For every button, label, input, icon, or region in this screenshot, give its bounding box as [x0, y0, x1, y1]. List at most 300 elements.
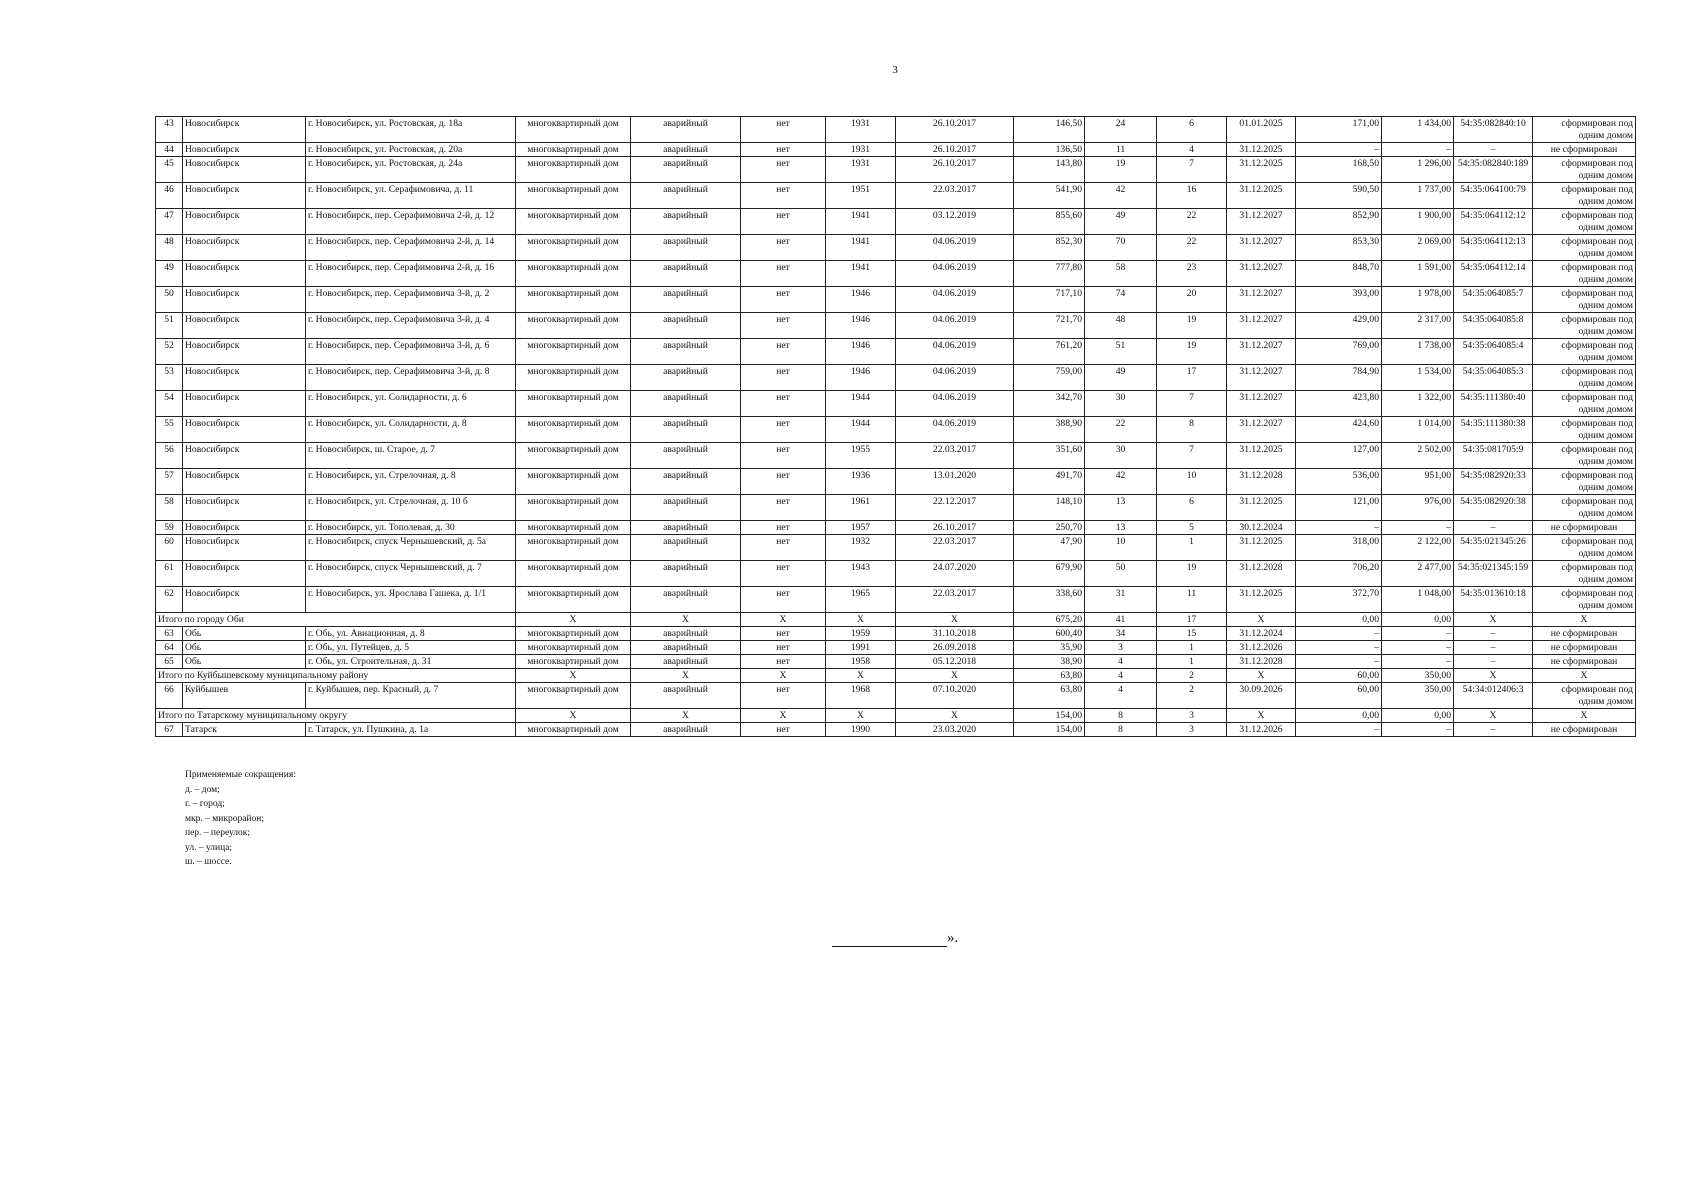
land-area-cell: 121,00 — [1296, 495, 1382, 521]
cadastral-area-cell: 1 434,00 — [1382, 117, 1454, 143]
year-cell: 1944 — [826, 417, 896, 443]
year-cell: 1941 — [826, 261, 896, 287]
house-type-cell: многоквартирный дом — [516, 209, 631, 235]
address-cell: г. Новосибирск, ул. Солидарности, д. 6 — [306, 391, 516, 417]
cadastral-number-cell: 54:35:111380:38 — [1454, 417, 1533, 443]
flag-cell: нет — [741, 157, 826, 183]
house-type-cell: многоквартирный дом — [516, 313, 631, 339]
land-area-cell: – — [1296, 723, 1382, 737]
address-cell: г. Новосибирск, пер. Серафимовича 3-й, д. 8 — [306, 365, 516, 391]
house-type-cell: многоквартирный дом — [516, 683, 631, 709]
cadastral-number-cell: 54:35:082920:33 — [1454, 469, 1533, 495]
year-cell: 1944 — [826, 391, 896, 417]
area-cell: 679,90 — [1014, 561, 1085, 587]
premises-cell: 10 — [1157, 469, 1227, 495]
premises-cell: 23 — [1157, 261, 1227, 287]
address-cell: г. Новосибирск, ул. Ростовская, д. 18а — [306, 117, 516, 143]
city-cell: Новосибирск — [183, 495, 306, 521]
land-area-cell: – — [1296, 521, 1382, 535]
land-status-cell: не сформирован — [1533, 521, 1636, 535]
premises-cell: 1 — [1157, 641, 1227, 655]
land-status-cell: сформирован под одним домом — [1533, 183, 1636, 209]
area-cell: 721,70 — [1014, 313, 1085, 339]
residents-cell: 34 — [1085, 627, 1157, 641]
residents-cell: 74 — [1085, 287, 1157, 313]
deadline-cell: 31.12.2027 — [1227, 391, 1296, 417]
date-cell: 22.03.2017 — [896, 443, 1014, 469]
date-cell: X — [896, 613, 1014, 627]
abbreviation-item: ул. – улица; — [185, 842, 233, 853]
area-cell: 342,70 — [1014, 391, 1085, 417]
cadastral-number-cell: 54:35:082920:38 — [1454, 495, 1533, 521]
cadastral-area-cell: 0,00 — [1382, 613, 1454, 627]
city-cell: Новосибирск — [183, 261, 306, 287]
land-area-cell: – — [1296, 655, 1382, 669]
table-row — [156, 209, 1636, 235]
area-cell: 148,10 — [1014, 495, 1085, 521]
year-cell: 1931 — [826, 143, 896, 157]
residents-cell: 49 — [1085, 365, 1157, 391]
city-cell: Обь — [183, 641, 306, 655]
cadastral-area-cell: – — [1382, 641, 1454, 655]
row-number-cell: 55 — [156, 417, 183, 443]
cadastral-area-cell: 1 048,00 — [1382, 587, 1454, 613]
year-cell: X — [826, 613, 896, 627]
cadastral-area-cell: 1 978,00 — [1382, 287, 1454, 313]
city-cell: Новосибирск — [183, 587, 306, 613]
residents-cell: 49 — [1085, 209, 1157, 235]
flag-cell: нет — [741, 641, 826, 655]
address-cell: г. Новосибирск, пер. Серафимовича 3-й, д. 2 — [306, 287, 516, 313]
residents-cell: 48 — [1085, 313, 1157, 339]
house-type-cell: многоквартирный дом — [516, 469, 631, 495]
flag-cell: нет — [741, 495, 826, 521]
deadline-cell: 31.12.2028 — [1227, 469, 1296, 495]
premises-cell: 11 — [1157, 587, 1227, 613]
year-cell: 1946 — [826, 339, 896, 365]
cadastral-area-cell: 1 014,00 — [1382, 417, 1454, 443]
house-type-cell: многоквартирный дом — [516, 339, 631, 365]
flag-cell: нет — [741, 339, 826, 365]
date-cell: 26.10.2017 — [896, 143, 1014, 157]
cadastral-number-cell: 54:35:064085:8 — [1454, 313, 1533, 339]
date-cell: 22.03.2017 — [896, 535, 1014, 561]
land-area-cell: 706,20 — [1296, 561, 1382, 587]
deadline-cell: X — [1227, 669, 1296, 683]
address-cell: г. Куйбышев, пер. Красный, д. 7 — [306, 683, 516, 709]
city-cell: Новосибирск — [183, 535, 306, 561]
closing-quote: ». — [947, 930, 959, 946]
land-area-cell: 171,00 — [1296, 117, 1382, 143]
year-cell: X — [826, 669, 896, 683]
land-area-cell: 168,50 — [1296, 157, 1382, 183]
cadastral-number-cell: 54:35:021345:159 — [1454, 561, 1533, 587]
land-area-cell: 60,00 — [1296, 683, 1382, 709]
row-number-cell: 60 — [156, 535, 183, 561]
cadastral-number-cell: – — [1454, 143, 1533, 157]
land-status-cell: сформирован под одним домом — [1533, 157, 1636, 183]
year-cell: 1959 — [826, 627, 896, 641]
date-cell: 13.01.2020 — [896, 469, 1014, 495]
city-cell: Новосибирск — [183, 235, 306, 261]
deadline-cell: 31.12.2027 — [1227, 313, 1296, 339]
address-cell: г. Новосибирск, ул. Ярослава Гашека, д. 1/1 — [306, 587, 516, 613]
row-number-cell: 61 — [156, 561, 183, 587]
year-cell: 1991 — [826, 641, 896, 655]
land-area-cell: 0,00 — [1296, 613, 1382, 627]
land-status-cell: сформирован под одним домом — [1533, 339, 1636, 365]
cadastral-number-cell: 54:35:013610:18 — [1454, 587, 1533, 613]
deadline-cell: 31.12.2025 — [1227, 443, 1296, 469]
abbreviation-item: пер. – переулок; — [185, 828, 251, 838]
cadastral-area-cell: 1 591,00 — [1382, 261, 1454, 287]
premises-cell: 16 — [1157, 183, 1227, 209]
house-type-cell: многоквартирный дом — [516, 535, 631, 561]
city-cell: Новосибирск — [183, 209, 306, 235]
date-cell: 04.06.2019 — [896, 313, 1014, 339]
land-status-cell: не сформирован — [1533, 723, 1636, 737]
cadastral-area-cell: 976,00 — [1382, 495, 1454, 521]
city-cell: Новосибирск — [183, 417, 306, 443]
residents-cell: 42 — [1085, 183, 1157, 209]
condition-cell: аварийный — [631, 209, 741, 235]
deadline-cell: 30.12.2024 — [1227, 521, 1296, 535]
deadline-cell: 31.12.2027 — [1227, 339, 1296, 365]
city-cell: Новосибирск — [183, 143, 306, 157]
condition-cell: аварийный — [631, 683, 741, 709]
condition-cell: аварийный — [631, 495, 741, 521]
premises-cell: 3 — [1157, 723, 1227, 737]
residents-cell: 13 — [1085, 521, 1157, 535]
deadline-cell: 30.09.2026 — [1227, 683, 1296, 709]
area-cell: 63,80 — [1014, 683, 1085, 709]
deadline-cell: 31.12.2028 — [1227, 561, 1296, 587]
condition-cell: аварийный — [631, 157, 741, 183]
premises-cell: 3 — [1157, 709, 1227, 723]
city-cell: Куйбышев — [183, 683, 306, 709]
cadastral-area-cell: 0,00 — [1382, 709, 1454, 723]
cadastral-area-cell: – — [1382, 627, 1454, 641]
land-area-cell: 393,00 — [1296, 287, 1382, 313]
premises-cell: 4 — [1157, 143, 1227, 157]
cadastral-area-cell: 350,00 — [1382, 669, 1454, 683]
table-row — [156, 183, 1636, 209]
cadastral-area-cell: 1 322,00 — [1382, 391, 1454, 417]
table-row — [156, 627, 1636, 641]
residents-cell: 4 — [1085, 669, 1157, 683]
house-type-cell: X — [516, 709, 631, 723]
cadastral-number-cell: 54:35:111380:40 — [1454, 391, 1533, 417]
date-cell: 23.03.2020 — [896, 723, 1014, 737]
deadline-cell: 31.12.2024 — [1227, 627, 1296, 641]
premises-cell: 15 — [1157, 627, 1227, 641]
year-cell: 1957 — [826, 521, 896, 535]
flag-cell: нет — [741, 535, 826, 561]
table-row — [156, 235, 1636, 261]
date-cell: 07.10.2020 — [896, 683, 1014, 709]
cadastral-number-cell: 54:35:021345:26 — [1454, 535, 1533, 561]
year-cell: 1958 — [826, 655, 896, 669]
city-cell: Новосибирск — [183, 339, 306, 365]
abbreviations-notes — [185, 768, 296, 870]
row-number-cell: 63 — [156, 627, 183, 641]
house-type-cell: многоквартирный дом — [516, 365, 631, 391]
table-row — [156, 261, 1636, 287]
date-cell: 24.07.2020 — [896, 561, 1014, 587]
table-row — [156, 391, 1636, 417]
premises-cell: 8 — [1157, 417, 1227, 443]
land-area-cell: 423,80 — [1296, 391, 1382, 417]
table-row — [156, 655, 1636, 669]
address-cell: г. Новосибирск, ул. Серафимовича, д. 11 — [306, 183, 516, 209]
land-area-cell: 60,00 — [1296, 669, 1382, 683]
row-number-cell: 51 — [156, 313, 183, 339]
residents-cell: 3 — [1085, 641, 1157, 655]
cadastral-area-cell: – — [1382, 143, 1454, 157]
subtotal-row — [156, 613, 1636, 627]
residents-cell: 4 — [1085, 655, 1157, 669]
city-cell: Новосибирск — [183, 117, 306, 143]
area-cell: 855,60 — [1014, 209, 1085, 235]
deadline-cell: 31.12.2027 — [1227, 287, 1296, 313]
deadline-cell: 31.12.2025 — [1227, 587, 1296, 613]
flag-cell: нет — [741, 683, 826, 709]
land-status-cell: сформирован под одним домом — [1533, 443, 1636, 469]
cadastral-number-cell: 54:35:064085:4 — [1454, 339, 1533, 365]
residents-cell: 4 — [1085, 683, 1157, 709]
cadastral-number-cell: – — [1454, 723, 1533, 737]
land-status-cell: сформирован под одним домом — [1533, 209, 1636, 235]
row-number-cell: 43 — [156, 117, 183, 143]
row-number-cell: 64 — [156, 641, 183, 655]
residents-cell: 11 — [1085, 143, 1157, 157]
year-cell: 1955 — [826, 443, 896, 469]
premises-cell: 20 — [1157, 287, 1227, 313]
deadline-cell: 31.12.2026 — [1227, 723, 1296, 737]
abbreviation-item: г. – город; — [185, 799, 225, 809]
year-cell: 1946 — [826, 313, 896, 339]
premises-cell: 5 — [1157, 521, 1227, 535]
condition-cell: аварийный — [631, 117, 741, 143]
premises-cell: 17 — [1157, 365, 1227, 391]
land-status-cell: не сформирован — [1533, 641, 1636, 655]
land-status-cell: сформирован под одним домом — [1533, 587, 1636, 613]
year-cell: 1932 — [826, 535, 896, 561]
condition-cell: X — [631, 613, 741, 627]
condition-cell: аварийный — [631, 313, 741, 339]
land-area-cell: 372,70 — [1296, 587, 1382, 613]
row-number-cell: 57 — [156, 469, 183, 495]
cadastral-number-cell: 54:35:064112:13 — [1454, 235, 1533, 261]
residents-cell: 30 — [1085, 443, 1157, 469]
house-type-cell: многоквартирный дом — [516, 417, 631, 443]
deadline-cell: 31.12.2025 — [1227, 143, 1296, 157]
land-status-cell: сформирован под одним домом — [1533, 495, 1636, 521]
city-cell: Новосибирск — [183, 183, 306, 209]
premises-cell: 22 — [1157, 209, 1227, 235]
condition-cell: аварийный — [631, 627, 741, 641]
residents-cell: 8 — [1085, 723, 1157, 737]
condition-cell: аварийный — [631, 641, 741, 655]
year-cell: 1943 — [826, 561, 896, 587]
house-type-cell: многоквартирный дом — [516, 443, 631, 469]
cadastral-area-cell: – — [1382, 723, 1454, 737]
table-row — [156, 587, 1636, 613]
flag-cell: нет — [741, 561, 826, 587]
house-type-cell: многоквартирный дом — [516, 261, 631, 287]
deadline-cell: 31.12.2025 — [1227, 495, 1296, 521]
house-type-cell: X — [516, 613, 631, 627]
cadastral-number-cell: 54:35:082840:10 — [1454, 117, 1533, 143]
condition-cell: аварийный — [631, 143, 741, 157]
condition-cell: аварийный — [631, 287, 741, 313]
residents-cell: 19 — [1085, 157, 1157, 183]
deadline-cell: 31.12.2025 — [1227, 157, 1296, 183]
table-row — [156, 157, 1636, 183]
cadastral-area-cell: 1 534,00 — [1382, 365, 1454, 391]
condition-cell: аварийный — [631, 391, 741, 417]
deadline-cell: 31.12.2027 — [1227, 365, 1296, 391]
date-cell: 04.06.2019 — [896, 417, 1014, 443]
house-type-cell: многоквартирный дом — [516, 117, 631, 143]
address-cell: г. Новосибирск, пер. Серафимовича 2-й, д. 14 — [306, 235, 516, 261]
row-number-cell: 50 — [156, 287, 183, 313]
house-type-cell: многоквартирный дом — [516, 561, 631, 587]
house-type-cell: многоквартирный дом — [516, 655, 631, 669]
deadline-cell: X — [1227, 709, 1296, 723]
premises-cell: 7 — [1157, 391, 1227, 417]
condition-cell: X — [631, 669, 741, 683]
city-cell: Обь — [183, 627, 306, 641]
table-row — [156, 339, 1636, 365]
address-cell: г. Новосибирск, пер. Серафимовича 3-й, д. 4 — [306, 313, 516, 339]
date-cell: 22.03.2017 — [896, 587, 1014, 613]
cadastral-number-cell: – — [1454, 521, 1533, 535]
cadastral-area-cell: 1 296,00 — [1382, 157, 1454, 183]
area-cell: 63,80 — [1014, 669, 1085, 683]
land-status-cell: X — [1533, 709, 1636, 723]
deadline-cell: X — [1227, 613, 1296, 627]
deadline-cell: 31.12.2028 — [1227, 655, 1296, 669]
cadastral-area-cell: 2 477,00 — [1382, 561, 1454, 587]
residents-cell: 31 — [1085, 587, 1157, 613]
premises-cell: 6 — [1157, 117, 1227, 143]
register-table — [155, 116, 1636, 737]
residents-cell: 22 — [1085, 417, 1157, 443]
area-cell: 154,00 — [1014, 723, 1085, 737]
land-status-cell: сформирован под одним домом — [1533, 287, 1636, 313]
flag-cell: нет — [741, 143, 826, 157]
date-cell: 04.06.2019 — [896, 235, 1014, 261]
subtotal-row — [156, 669, 1636, 683]
flag-cell: нет — [741, 287, 826, 313]
land-area-cell: – — [1296, 143, 1382, 157]
address-cell: г. Обь, ул. Строительная, д. 31 — [306, 655, 516, 669]
land-area-cell: 127,00 — [1296, 443, 1382, 469]
house-type-cell: многоквартирный дом — [516, 287, 631, 313]
subtotal-label-cell: Итого по городу Оби — [156, 613, 516, 627]
flag-cell: нет — [741, 587, 826, 613]
land-area-cell: 853,30 — [1296, 235, 1382, 261]
address-cell: г. Татарск, ул. Пушкина, д. 1а — [306, 723, 516, 737]
flag-cell: X — [741, 613, 826, 627]
subtotal-row — [156, 709, 1636, 723]
date-cell: 26.10.2017 — [896, 521, 1014, 535]
flag-cell: нет — [741, 209, 826, 235]
table-row — [156, 417, 1636, 443]
cadastral-number-cell: 54:35:082840:189 — [1454, 157, 1533, 183]
premises-cell: 7 — [1157, 443, 1227, 469]
flag-cell: нет — [741, 655, 826, 669]
flag-cell: нет — [741, 723, 826, 737]
table-row — [156, 683, 1636, 709]
address-cell: г. Новосибирск, пер. Серафимовича 3-й, д. 6 — [306, 339, 516, 365]
land-area-cell: 429,00 — [1296, 313, 1382, 339]
cadastral-number-cell: 54:35:064085:7 — [1454, 287, 1533, 313]
flag-cell: нет — [741, 235, 826, 261]
date-cell: X — [896, 709, 1014, 723]
cadastral-number-cell: 54:35:064100:79 — [1454, 183, 1533, 209]
house-type-cell: многоквартирный дом — [516, 495, 631, 521]
year-cell: 1965 — [826, 587, 896, 613]
date-cell: 05.12.2018 — [896, 655, 1014, 669]
premises-cell: 2 — [1157, 683, 1227, 709]
residents-cell: 41 — [1085, 613, 1157, 627]
house-type-cell: многоквартирный дом — [516, 521, 631, 535]
condition-cell: аварийный — [631, 365, 741, 391]
land-status-cell: сформирован под одним домом — [1533, 417, 1636, 443]
row-number-cell: 56 — [156, 443, 183, 469]
condition-cell: аварийный — [631, 235, 741, 261]
cadastral-number-cell: – — [1454, 627, 1533, 641]
flag-cell: нет — [741, 417, 826, 443]
date-cell: X — [896, 669, 1014, 683]
row-number-cell: 49 — [156, 261, 183, 287]
land-area-cell: 852,90 — [1296, 209, 1382, 235]
flag-cell: нет — [741, 627, 826, 641]
row-number-cell: 58 — [156, 495, 183, 521]
flag-cell: нет — [741, 443, 826, 469]
residents-cell: 70 — [1085, 235, 1157, 261]
table-row — [156, 641, 1636, 655]
deadline-cell: 31.12.2027 — [1227, 261, 1296, 287]
date-cell: 22.12.2017 — [896, 495, 1014, 521]
area-cell: 154,00 — [1014, 709, 1085, 723]
residents-cell: 13 — [1085, 495, 1157, 521]
land-area-cell: 590,50 — [1296, 183, 1382, 209]
premises-cell: 1 — [1157, 655, 1227, 669]
cadastral-area-cell: 2 069,00 — [1382, 235, 1454, 261]
address-cell: г. Новосибирск, спуск Чернышевский, д. 7 — [306, 561, 516, 587]
residents-cell: 58 — [1085, 261, 1157, 287]
cadastral-area-cell: 350,00 — [1382, 683, 1454, 709]
address-cell: г. Новосибирск, ш. Старое, д. 7 — [306, 443, 516, 469]
address-cell: г. Новосибирск, ул. Солидарности, д. 8 — [306, 417, 516, 443]
address-cell: г. Обь, ул. Путейцев, д. 5 — [306, 641, 516, 655]
residents-cell: 51 — [1085, 339, 1157, 365]
city-cell: Новосибирск — [183, 521, 306, 535]
condition-cell: аварийный — [631, 469, 741, 495]
condition-cell: аварийный — [631, 723, 741, 737]
area-cell: 761,20 — [1014, 339, 1085, 365]
area-cell: 675,20 — [1014, 613, 1085, 627]
city-cell: Новосибирск — [183, 561, 306, 587]
row-number-cell: 53 — [156, 365, 183, 391]
area-cell: 852,30 — [1014, 235, 1085, 261]
cadastral-area-cell: 1 737,00 — [1382, 183, 1454, 209]
row-number-cell: 52 — [156, 339, 183, 365]
deadline-cell: 31.12.2027 — [1227, 209, 1296, 235]
